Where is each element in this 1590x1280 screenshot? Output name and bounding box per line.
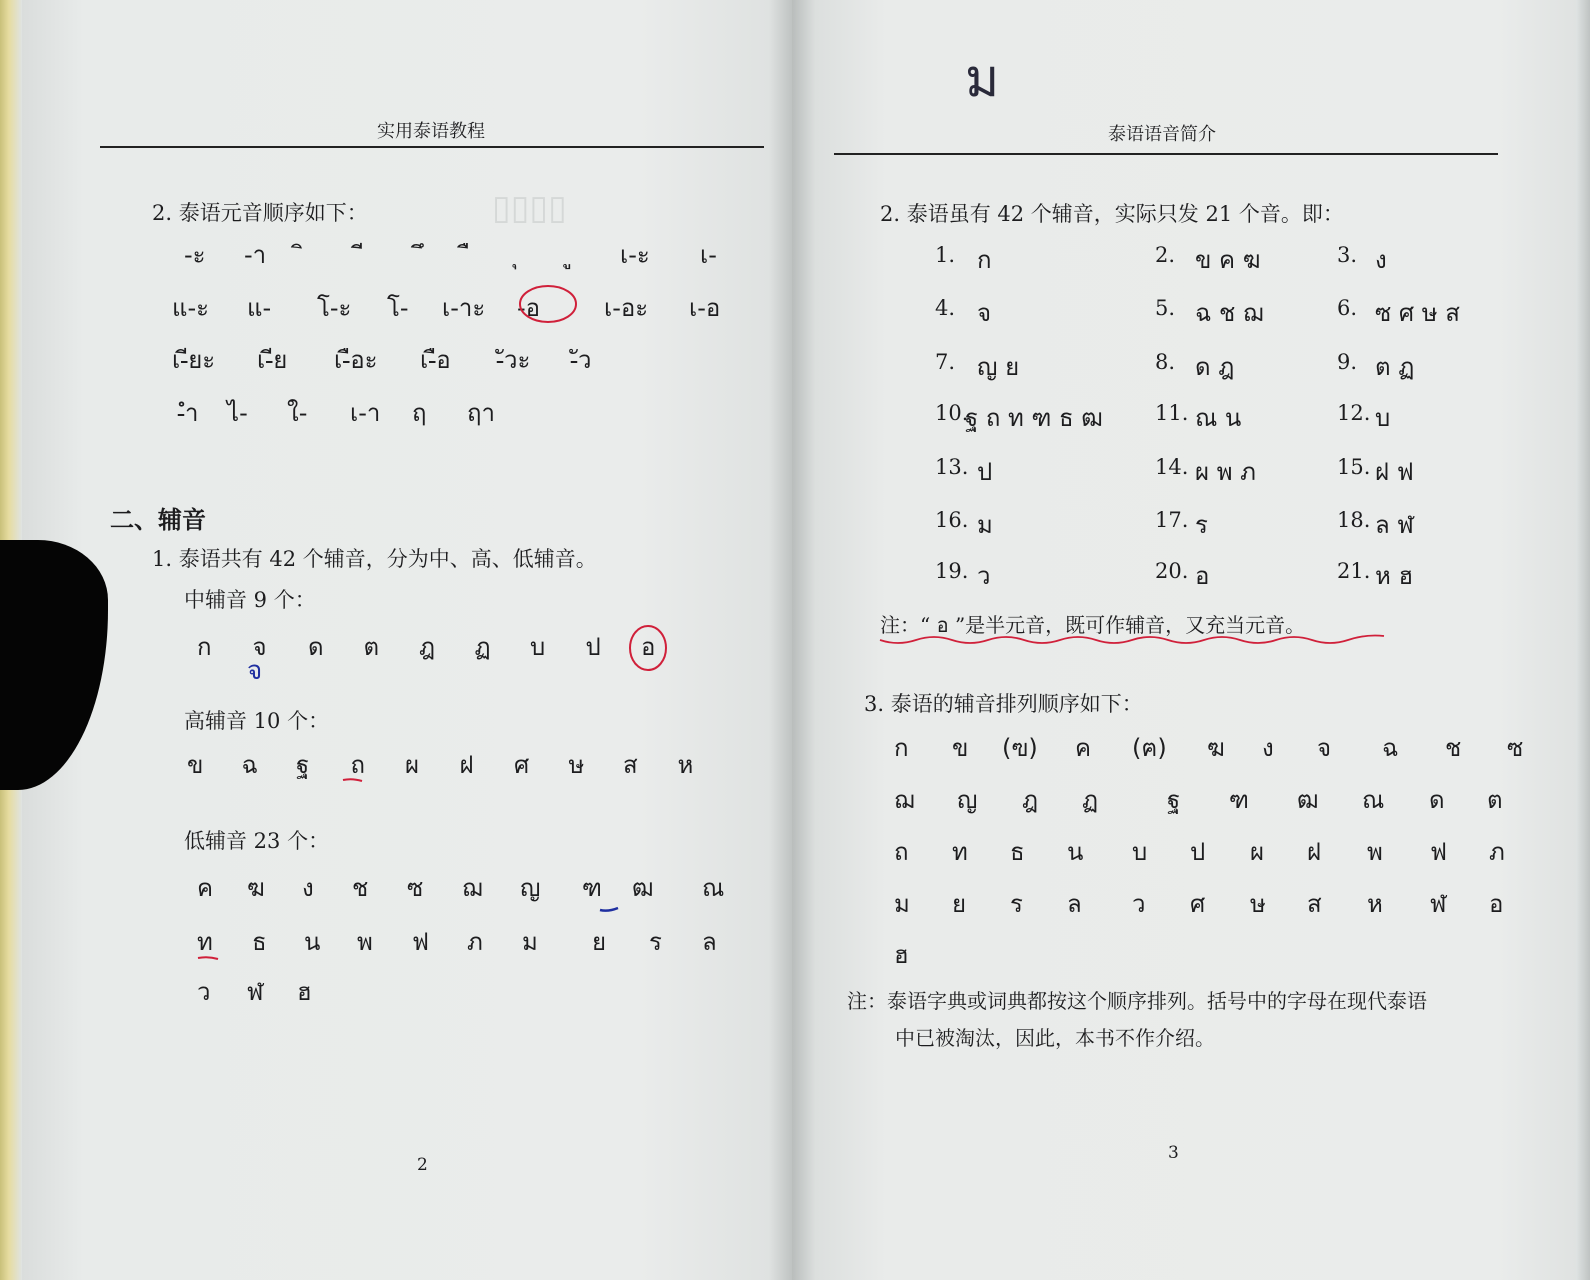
right-page-header: 泰语语音简介 [1108, 124, 1216, 145]
high-consonant: ข [187, 751, 204, 779]
left-page-number: 2 [417, 1155, 428, 1175]
low-consonant: พ [357, 928, 373, 956]
order-consonant: ษ [1250, 890, 1266, 918]
order-consonant: น [1067, 838, 1084, 866]
sound-number: 4. [935, 296, 956, 320]
order-consonant: ฮ [894, 941, 909, 969]
vowel-item: เ-ือะ [334, 346, 378, 374]
high-consonant: ห [677, 751, 694, 779]
mid-consonant-label: 中辅音 9 个： [184, 588, 316, 612]
low-consonant: ฒ [632, 874, 654, 902]
vowel-item: ฤา [467, 399, 496, 427]
order-consonant: ย [952, 890, 967, 918]
left-page [22, 0, 792, 1280]
low-consonant: ฟ [412, 928, 429, 956]
section-title-consonants: 二、辅音 [110, 506, 206, 534]
order-consonant: จ [1317, 734, 1332, 762]
vowel-intro: 2. 泰语元音顺序如下： [152, 201, 368, 225]
order-consonant: ถ [894, 838, 909, 866]
mid-consonant: ด [308, 633, 324, 661]
sound-consonants: ผ พ ภ [1195, 458, 1256, 486]
sound-number: 9. [1337, 350, 1358, 374]
sound-number: 21. [1337, 559, 1371, 583]
vowel-item: เ-ีย [257, 346, 288, 374]
order-consonant: ฟ [1430, 838, 1447, 866]
order-intro: 3. 泰语的辅音排列顺序如下： [864, 692, 1143, 716]
sound-consonants: จ [977, 299, 992, 327]
mid-consonant: ฎ [419, 633, 436, 661]
sound-consonants: ณ น [1195, 404, 1242, 432]
vowel-item: เ-าะ [442, 294, 486, 322]
order-consonant: บ [1132, 838, 1148, 866]
order-consonant: ท [952, 838, 968, 866]
low-consonant: ง [302, 874, 314, 902]
order-consonant: ห [1367, 890, 1383, 918]
vowel-item: -ำ [177, 399, 199, 427]
high-consonant: ฐ [296, 751, 310, 779]
order-consonant: ฆ [1207, 734, 1225, 762]
high-consonant: ฉ [241, 751, 258, 779]
low-consonant: ท [197, 928, 213, 956]
vowel-item: เ-ียะ [172, 346, 216, 374]
vowel-item: เ-า [350, 399, 381, 427]
sound-consonants: ล ฬ [1375, 511, 1414, 539]
sound-consonants: ก [977, 246, 992, 274]
low-consonant: ฑ [582, 874, 602, 902]
order-consonant: ม [894, 890, 910, 918]
sound-number: 14. [1155, 455, 1189, 479]
right-header-rule [834, 153, 1498, 155]
sound-consonants: ฐ ถ ท ฑ ธ ฒ [965, 404, 1103, 432]
sound-consonants: บ [1375, 404, 1391, 432]
mid-consonant: บ [530, 633, 546, 661]
vowel-item: -ัวะ [496, 346, 531, 374]
vowel-item: ไ- [227, 399, 248, 427]
order-consonant: ง [1262, 734, 1274, 762]
low-consonant: ย [592, 928, 607, 956]
sound-number: 15. [1337, 455, 1371, 479]
sound-number: 12. [1337, 401, 1371, 425]
order-consonant: ล [1067, 890, 1082, 918]
sound-consonants: ฉ ช ฌ [1195, 299, 1264, 327]
order-consonant: ฐ [1167, 786, 1181, 814]
vowel-item: -า [244, 241, 267, 269]
note-order-line-2: 中已被淘汰，因此，本书不作介绍。 [895, 1026, 1215, 1050]
low-consonant: ล [702, 928, 717, 956]
sound-number: 8. [1155, 350, 1176, 374]
mid-consonant: ต [363, 633, 380, 661]
vowel-item: -อ [517, 294, 541, 322]
sound-number: 5. [1155, 296, 1176, 320]
sound-number: 11. [1155, 401, 1189, 425]
order-consonant: ต [1487, 786, 1503, 814]
high-consonant: ถ [350, 751, 366, 779]
low-consonant: ร [649, 928, 662, 956]
order-consonant: ฉ [1382, 734, 1399, 762]
note-semivowel: 注：“ อ ”是半元音，既可作辅音，又充当元音。 [880, 613, 1306, 637]
right-page-number: 3 [1168, 1143, 1179, 1163]
vowel-item: ใ- [287, 399, 308, 427]
sound-consonants: ต ฏ [1375, 353, 1415, 381]
vowel-item: -ัว [570, 346, 592, 374]
sound-number: 18. [1337, 508, 1371, 532]
order-consonant: ร [1010, 890, 1023, 918]
order-consonant: ว [1132, 890, 1146, 918]
book-edge-right [1576, 0, 1590, 1280]
high-consonant: ษ [568, 751, 585, 779]
vowel-item: เ-อ [689, 294, 721, 322]
order-consonant: ฝ [1307, 838, 1322, 866]
order-consonant: ฬ [1430, 890, 1447, 918]
vowel-item: แ- [247, 294, 272, 322]
order-consonant: ส [1307, 890, 1322, 918]
order-consonant: ศ [1190, 890, 1206, 918]
right-page [792, 0, 1576, 1280]
vowel-item: แ-ะ [172, 294, 210, 322]
order-consonant: ก [894, 734, 909, 762]
low-consonant: ค [197, 874, 214, 902]
vowel-item: โ-ะ [317, 294, 352, 322]
sound-number: 17. [1155, 508, 1189, 532]
vowel-item: เ-อะ [604, 294, 649, 322]
order-consonant: ผ [1250, 838, 1265, 866]
high-consonant: ศ [514, 751, 530, 779]
sound-number: 6. [1337, 296, 1358, 320]
sound-consonants: ข ค ฆ [1195, 246, 1261, 274]
vowel-item: เ-ะ [620, 241, 650, 269]
vowel-item: เ- [700, 241, 717, 269]
consonant-intro: 1. 泰语共有 42 个辅音，分为中、高、低辅音。 [152, 547, 597, 571]
low-consonant: ณ [702, 874, 725, 902]
bleed-through-text: ▯▯▯▯ [492, 188, 567, 228]
high-consonant: ผ [405, 751, 420, 779]
handwritten-annotation: จ [247, 656, 263, 686]
sound-number: 2. [1155, 243, 1176, 267]
order-consonant: ธ [1010, 838, 1025, 866]
mid-consonant: อ [641, 633, 656, 661]
sound-consonants: ว [977, 562, 991, 590]
order-consonant: ฌ [894, 786, 915, 814]
low-consonant: ฮ [297, 978, 312, 1006]
low-consonant: ว [197, 978, 211, 1006]
sound-number: 16. [935, 508, 969, 532]
vowel-item: เ-ือ [420, 346, 451, 374]
sound-consonants: ซ ศ ษ ส [1375, 299, 1460, 327]
sound-consonants: ฝ ฟ [1375, 458, 1414, 486]
sound-consonants: ห ฮ [1375, 562, 1414, 590]
sound-consonants: ง [1375, 246, 1387, 274]
order-consonant: ภ [1489, 838, 1505, 866]
low-consonant: ฬ [247, 978, 264, 1006]
order-consonant: ฎ [1022, 786, 1039, 814]
order-consonant: (ฃ) [1002, 734, 1038, 762]
low-consonant: ญ [520, 874, 541, 902]
low-consonant-label: 低辅音 23 个： [184, 829, 330, 853]
mid-consonant: ป [585, 633, 601, 661]
left-header-rule [100, 146, 764, 148]
low-consonant: ฌ [462, 874, 483, 902]
high-consonant: ส [623, 751, 638, 779]
sound-consonants: ร [1195, 511, 1208, 539]
order-consonant: ข [952, 734, 969, 762]
order-consonant: อ [1489, 890, 1504, 918]
order-consonant: ด [1429, 786, 1445, 814]
handwritten-letter: ม [965, 49, 1000, 109]
order-consonant: ซ [1507, 734, 1524, 762]
sound-number: 7. [935, 350, 956, 374]
left-page-header: 实用泰语教程 [377, 121, 485, 142]
high-consonant-label: 高辅音 10 个： [184, 709, 330, 733]
order-consonant: ค [1075, 734, 1092, 762]
sound-number: 20. [1155, 559, 1189, 583]
vowel-item: ฤ [412, 399, 427, 427]
low-consonant: ช [352, 874, 369, 902]
sound-consonants: อ [1195, 562, 1210, 590]
sound-consonants: ป [977, 458, 993, 486]
sounds-intro: 2. 泰语虽有 42 个辅音，实际只发 21 个音。即： [880, 202, 1344, 226]
sound-consonants: ม [977, 511, 993, 539]
order-consonant: ช [1445, 734, 1462, 762]
order-consonant: ญ [957, 786, 978, 814]
vowel-item: โ- [387, 294, 409, 322]
low-consonant: ม [522, 928, 538, 956]
low-consonant: ฆ [247, 874, 265, 902]
order-consonant: ฏ [1082, 786, 1099, 814]
sound-number: 13. [935, 455, 969, 479]
order-consonant: ป [1190, 838, 1206, 866]
low-consonant: ธ [252, 928, 267, 956]
order-consonant: ฑ [1229, 786, 1249, 814]
note-order-line-1: 注：泰语字典或词典都按这个顺序排列。括号中的字母在现代泰语 [847, 989, 1427, 1013]
order-consonant: ณ [1362, 786, 1385, 814]
mid-consonant: ก [197, 633, 212, 661]
mid-consonant: จ [252, 633, 267, 661]
mid-consonant: ฏ [474, 633, 491, 661]
sound-number: 1. [935, 243, 956, 267]
sound-number: 19. [935, 559, 969, 583]
order-consonant: พ [1367, 838, 1383, 866]
order-consonant: (ฅ) [1132, 734, 1167, 762]
high-consonant: ฝ [459, 751, 474, 779]
sound-consonants: ด ฎ [1195, 353, 1235, 381]
sound-consonants: ญ ย [977, 353, 1020, 381]
low-consonant: ซ [407, 874, 424, 902]
sound-number: 10. [935, 401, 969, 425]
order-consonant: ฒ [1297, 786, 1319, 814]
vowel-item: -ะ [184, 241, 206, 269]
low-consonant: น [304, 928, 321, 956]
low-consonant: ภ [467, 928, 483, 956]
sound-number: 3. [1337, 243, 1358, 267]
